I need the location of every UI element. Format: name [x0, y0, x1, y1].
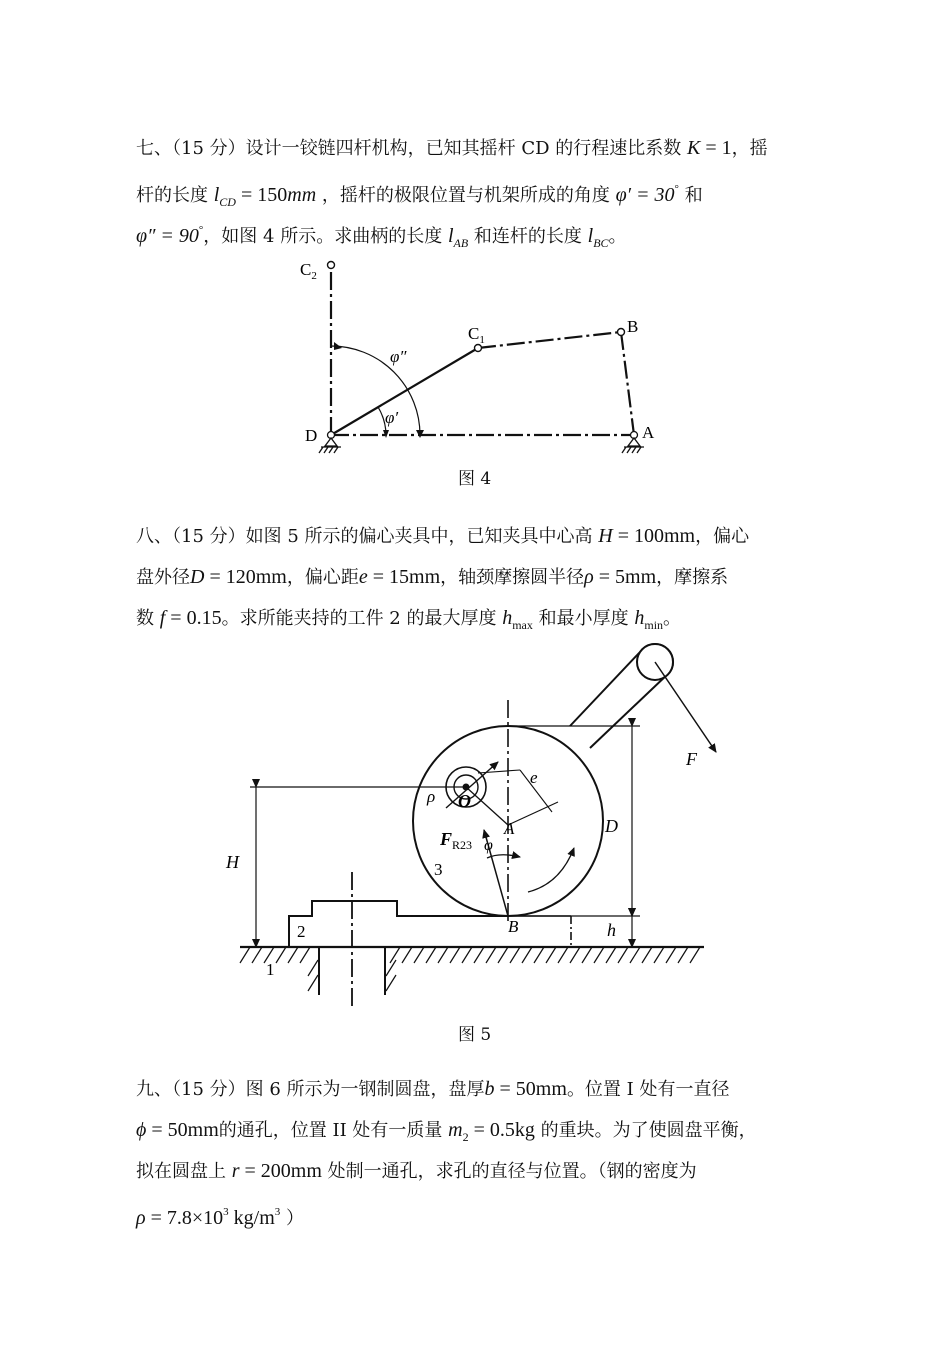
label-D: D — [605, 816, 618, 836]
q7-text: 七、（15 分）设计一铰链四杆机构，已知其摇杆 CD 的行程速比系数 — [136, 138, 682, 159]
q9-line-3 — [136, 1151, 816, 1192]
lbc-sub: BC — [593, 236, 609, 250]
lbc-var: l — [587, 225, 594, 247]
label-1: 1 — [266, 960, 275, 979]
q9-text: 。位置 I 处有一直径 — [566, 1079, 730, 1100]
r-var: r — [231, 1160, 240, 1182]
label-e: e — [530, 768, 538, 787]
lab-var: l — [447, 225, 454, 247]
q9-text: 的重块。为了使圆盘平衡， — [540, 1120, 757, 1141]
b-eq: = 50mm — [494, 1078, 567, 1100]
q9-text: 的通孔，位置 II 处有一质量 — [218, 1120, 443, 1141]
label-H: H — [226, 852, 239, 872]
q8-text: 盘外径 — [136, 567, 190, 588]
q8-text: 。 — [663, 608, 682, 629]
density-var: ρ — [136, 1207, 146, 1229]
label-3: 3 — [434, 860, 443, 879]
phi-var: ϕ — [136, 1119, 147, 1141]
m-sub: 2 — [462, 1130, 469, 1144]
force-F-arrow — [655, 662, 716, 752]
k-eq: = 1 — [700, 137, 732, 159]
phi1-eq: φ′ = 30 — [615, 184, 675, 206]
q7-text: ，摇杆的极限位置与机架所成的角度 — [321, 185, 610, 206]
label-2: 2 — [297, 922, 306, 941]
q8-text: ，偏心距 — [286, 567, 359, 588]
label-B: B — [627, 317, 639, 336]
hmax-var: h — [502, 607, 513, 629]
k-var: K — [687, 137, 701, 159]
lcd-sub: CD — [219, 195, 236, 209]
density-unit-exp: 3 — [274, 1206, 281, 1218]
r-eq: = 200mm — [239, 1160, 322, 1182]
q7-text: 。 — [608, 226, 627, 247]
q7-text: 和连杆的长度 — [473, 226, 582, 247]
label-F: F — [686, 749, 697, 769]
q8-text: 和最小厚度 — [538, 608, 629, 629]
lcd-var: l — [213, 184, 220, 206]
h-eq: = 100mm — [612, 525, 696, 547]
hmin-var: h — [634, 607, 645, 629]
d-var: D — [190, 566, 205, 588]
density-exp: 3 — [223, 1206, 229, 1218]
q9-line-4 — [136, 1192, 816, 1233]
q7-text: 杆的长度 — [136, 185, 208, 206]
f-eq: = 0.15 — [165, 607, 222, 629]
b-var: b — [484, 1078, 495, 1100]
label-C2: $C_2$ — [300, 260, 317, 282]
e-eq: = 15mm — [367, 566, 441, 588]
q9-text: 处制一通孔，求孔的直径与位置。（钢的密度为 — [327, 1161, 697, 1182]
label-A: A — [504, 819, 515, 838]
q9-text: ） — [280, 1208, 305, 1229]
angle-label-inner: φ′ — [385, 408, 399, 427]
q7-text: ，如图 4 所示。求曲柄的长度 — [203, 226, 443, 247]
lcd-eq: = 150 — [235, 184, 288, 206]
label-phi: φ — [484, 837, 493, 854]
label-D: D — [305, 426, 318, 445]
rho-var: ρ — [584, 566, 594, 588]
degree: ° — [198, 224, 204, 236]
q9-text: 拟在圆盘上 — [136, 1161, 226, 1182]
rho-eq: = 5mm — [593, 566, 657, 588]
angle-label-outer: φ″ — [390, 347, 407, 366]
phi2-eq: φ″ = 90 — [136, 225, 199, 247]
label-O: O — [458, 791, 471, 811]
d-eq: = 120mm — [204, 566, 287, 588]
label-B: B — [508, 917, 519, 936]
label-A: A — [642, 423, 655, 442]
h-var: H — [598, 525, 613, 547]
floor-hatching — [240, 947, 700, 991]
q8-text: 。求所能夹持的工件 2 的最大厚度 — [221, 608, 497, 629]
q8-text: ，偏心 — [695, 526, 750, 547]
q8-text: ，轴颈摩擦圆半径 — [440, 567, 585, 588]
degree: ° — [674, 183, 679, 195]
q8-text: 数 — [136, 608, 154, 629]
question-9 — [136, 1069, 816, 1233]
label-h: h — [607, 920, 616, 940]
q7-text: 和 — [684, 185, 703, 206]
phi-eq: = 50mm — [146, 1119, 219, 1141]
label-FR23: $F_{R23}$ — [440, 829, 473, 852]
q8-text: ，摩擦系 — [656, 567, 729, 588]
e-var: e — [358, 566, 368, 588]
handle — [570, 644, 673, 748]
q7-text: ，摇 — [731, 138, 768, 159]
q8-text: 八、（15 分）如图 5 所示的偏心夹具中，已知夹具中心高 — [136, 526, 593, 547]
label-rho: ρ — [427, 787, 436, 806]
hmin-sub: min — [644, 618, 664, 632]
figure-4-caption: 图 4 — [458, 469, 492, 489]
hmax-sub: max — [512, 618, 533, 632]
lab-sub: AB — [453, 236, 469, 250]
m-var: m — [448, 1119, 463, 1141]
lcd-unit: mm — [287, 184, 317, 206]
q9-line-1 — [136, 1069, 816, 1110]
f-var: f — [159, 607, 166, 629]
q9-line-2 — [136, 1110, 816, 1151]
figure-5-caption: 图 5 — [458, 1025, 492, 1045]
label-C1: $C_1$ — [468, 324, 485, 346]
density-unit: kg/m — [228, 1207, 275, 1229]
m-eq: = 0.5kg — [468, 1119, 535, 1141]
q9-text: 九、（15 分）图 6 所示为一钢制圆盘，盘厚 — [136, 1079, 485, 1100]
density-eq: = 7.8×10 — [145, 1207, 224, 1229]
